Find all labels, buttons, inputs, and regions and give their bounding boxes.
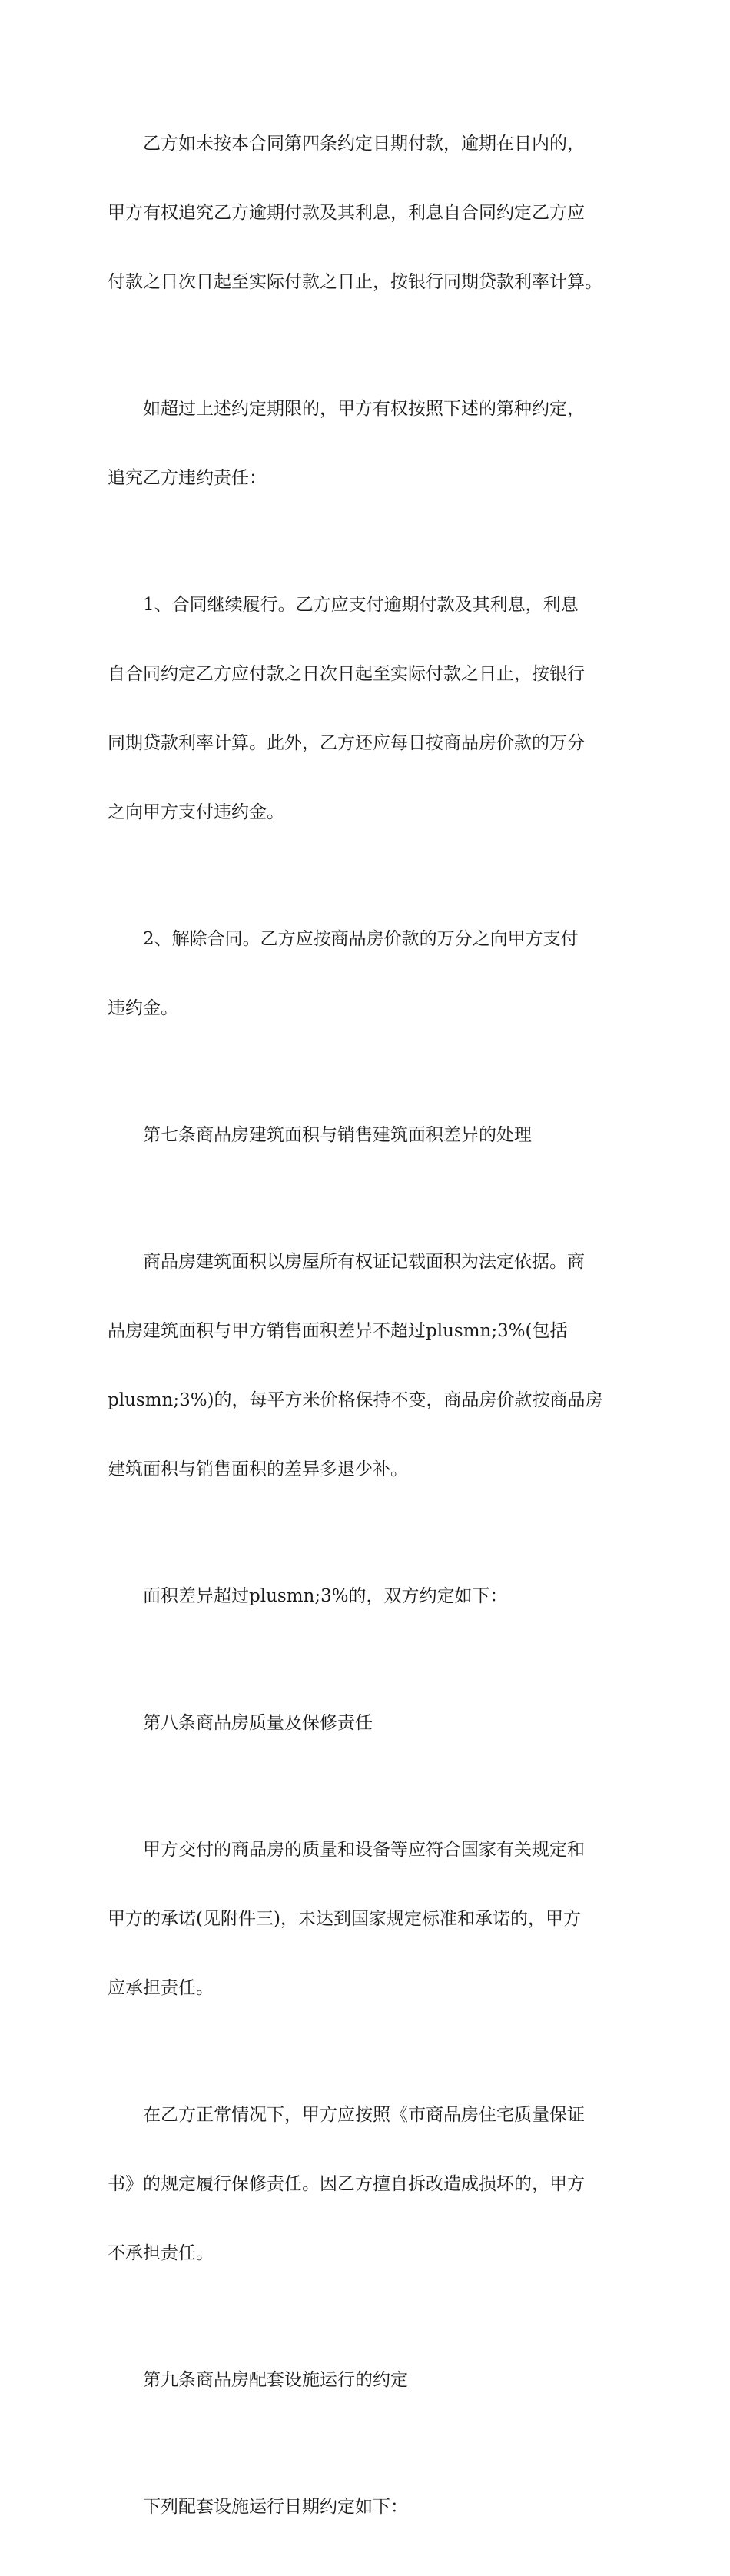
- text-line: 甲方交付的商品房的质量和设备等应符合国家有关规定和: [143, 1840, 585, 1860]
- text-line: 如超过上述约定期限的，甲方有权按照下述的第种约定，: [143, 399, 585, 419]
- text-line: 建筑面积与销售面积的差异多退少补。: [108, 1459, 408, 1479]
- text-line: 商品房建筑面积以房屋所有权证记载面积为法定依据。商: [143, 1252, 585, 1272]
- text-line: 自合同约定乙方应付款之日次日起至实际付款之日止，按银行: [108, 664, 585, 684]
- paragraph-late-payment: [108, 86, 638, 340]
- text-line: 下列配套设施运行日期约定如下：: [143, 2497, 408, 2517]
- paragraph-area-exceed: [108, 1539, 638, 1654]
- text-line: 1、合同继续履行。乙方应支付逾期付款及其利息，利息: [143, 595, 579, 615]
- text-line: 应承担责任。: [108, 1978, 214, 1998]
- article-9-heading: [108, 2322, 638, 2438]
- text-line: 第九条商品房配套设施运行的约定: [143, 2370, 408, 2390]
- text-line: 书》的规定履行保修责任。因乙方擅自拆改造成损坏的，甲方: [108, 2174, 585, 2194]
- text-line: 违约金。: [108, 998, 178, 1018]
- text-line: 2、解除合同。乙方应按商品房价款的万分之向甲方支付: [143, 929, 579, 949]
- text-line: 品房建筑面积与甲方销售面积差异不超过plusmn;3%(包括: [108, 1321, 568, 1341]
- text-line: 甲方有权追究乙方逾期付款及其利息，利息自合同约定乙方应: [108, 203, 585, 223]
- text-line: 付款之日次日起至实际付款之日止，按银行同期贷款利率计算。: [108, 272, 602, 292]
- paragraph-warranty: [108, 2057, 638, 2311]
- paragraph-option-1: [108, 547, 638, 870]
- text-line: 第八条商品房质量及保修责任: [143, 1713, 373, 1733]
- paragraph-option-2: [108, 881, 638, 1066]
- paragraph-quality: [108, 1792, 638, 2046]
- article-7-heading: [108, 1077, 638, 1193]
- paragraph-exceed-term: [108, 351, 638, 536]
- text-line: 同期贷款利率计算。此外，乙方还应每日按商品房价款的万分: [108, 733, 585, 753]
- text-line: 第七条商品房建筑面积与销售建筑面积差异的处理: [143, 1125, 532, 1145]
- paragraph-area-basis: [108, 1204, 638, 1527]
- text-line: 甲方的承诺(见附件三)，未达到国家规定标准和承诺的，甲方: [108, 1909, 581, 1929]
- text-line: 乙方如未按本合同第四条约定日期付款，逾期在日内的，: [143, 134, 585, 154]
- text-line: 在乙方正常情况下，甲方应按照《市商品房住宅质量保证: [143, 2105, 585, 2125]
- document-page: [108, 86, 638, 2576]
- text-line: plusmn;3%)的，每平方米价格保持不变，商品房价款按商品房: [108, 1390, 603, 1410]
- text-line: 追究乙方违约责任：: [108, 468, 267, 488]
- paragraph-facilities: [108, 2449, 638, 2564]
- text-line: 不承担责任。: [108, 2243, 214, 2263]
- text-line: 之向甲方支付违约金。: [108, 802, 284, 822]
- article-8-heading: [108, 1665, 638, 1781]
- text-line: 面积差异超过plusmn;3%的，双方约定如下：: [143, 1586, 508, 1606]
